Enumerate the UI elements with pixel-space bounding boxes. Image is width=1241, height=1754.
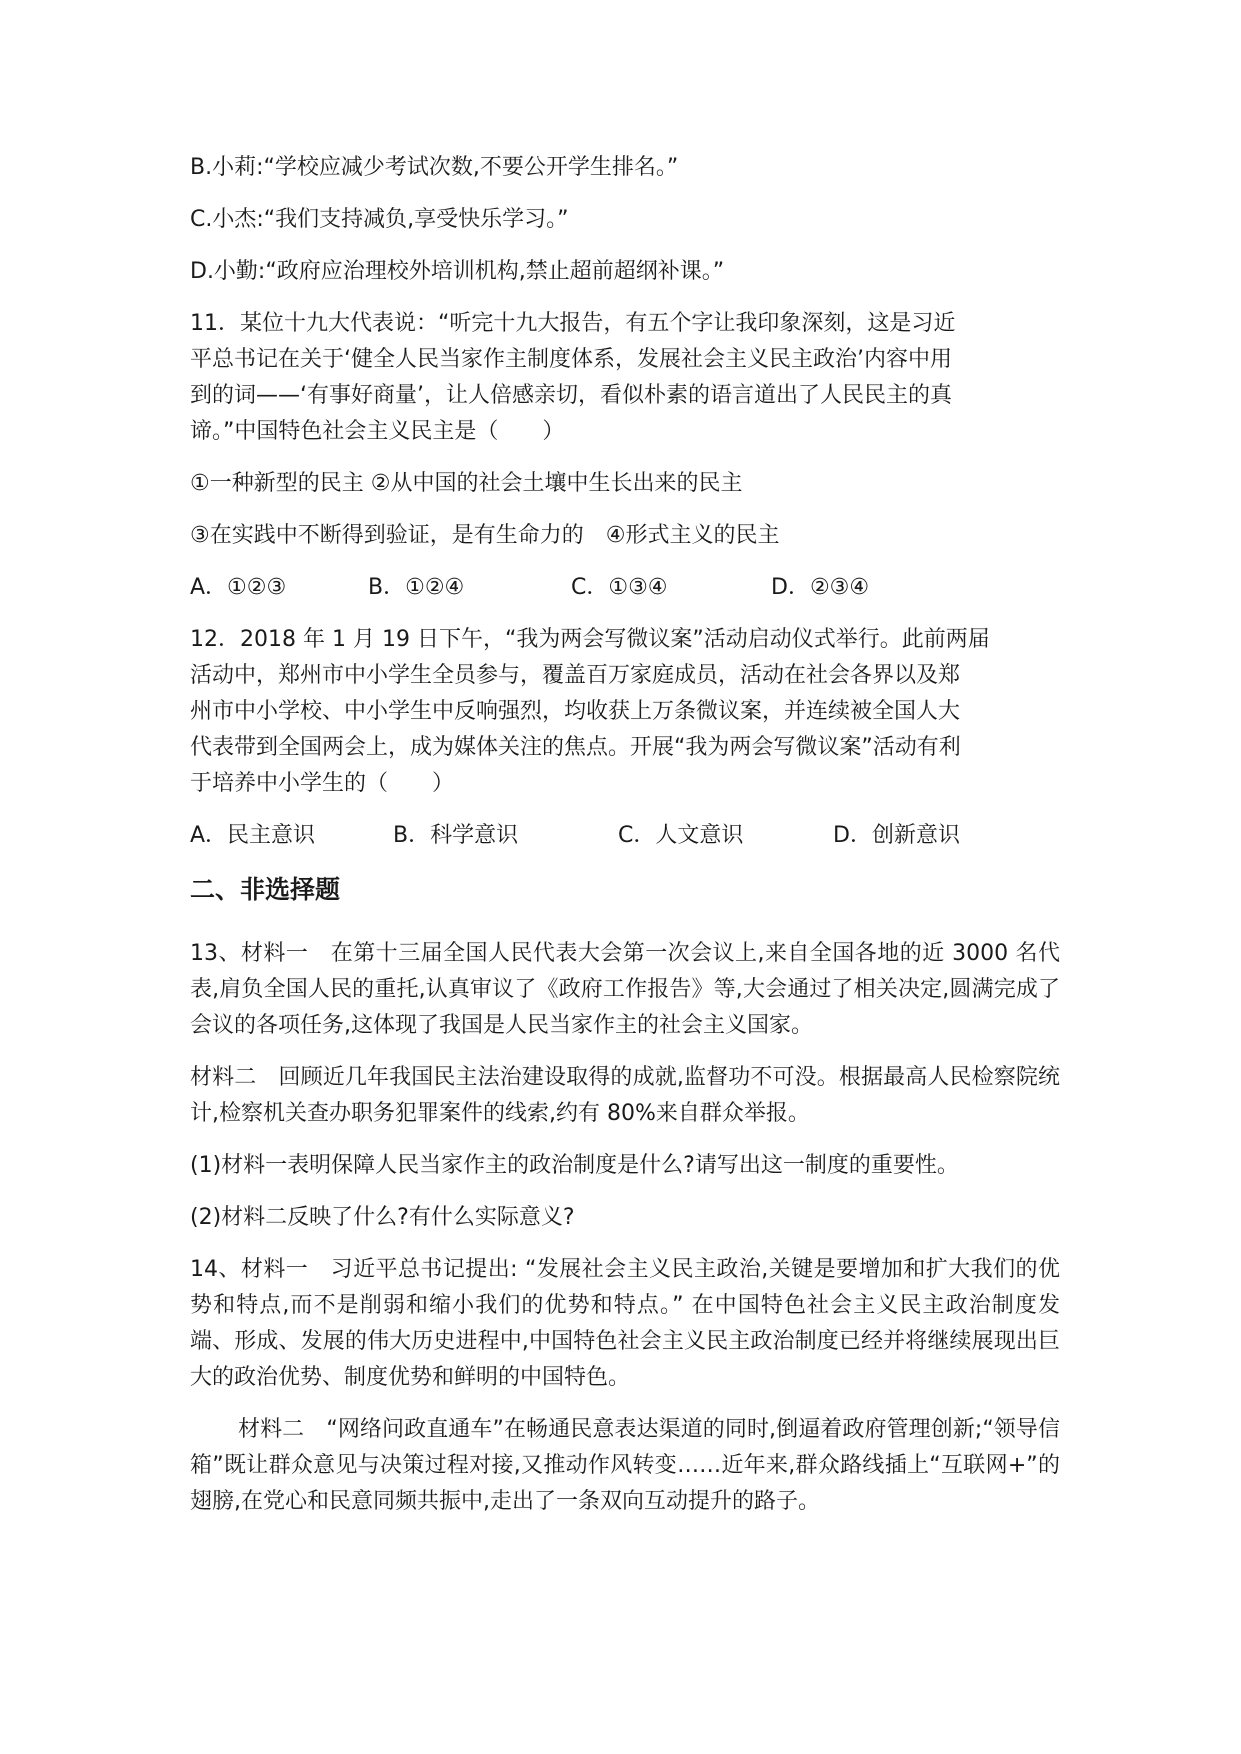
- q14-material-1: 14、材料一 习近平总书记提出: “发展社会主义民主政治,关键是要增加和扩大我们的优势和特点,而不是削弱和缩小我们的优势和特点。” 在中国特色社会主义民主政治制度发端、形成、发展的伟大历史进程中,中国特色社会主义民主政治制度已经并将继续展现出巨大的政治优势、制度优势和鲜明的中国特色。: [190, 1257, 1060, 1390]
- q12-option-b: B．科学意识: [393, 823, 519, 848]
- q11-option-d: D．②③④: [771, 575, 870, 600]
- q10-option-c: C.小杰:“我们支持减负,享受快乐学习。”: [190, 207, 569, 232]
- q12-stem-line: 州市中小学校、中小学生中反响强烈，均收获上万条微议案，并连续被全国人大: [190, 699, 961, 724]
- q10-option-b: B.小莉:“学校应减少考试次数,不要公开学生排名。”: [190, 155, 679, 180]
- q12-option-d: D．创新意识: [833, 823, 960, 848]
- document-content: [190, 150, 1060, 1536]
- q12-stem-line: 活动中，郑州市中小学生全员参与，覆盖百万家庭成员，活动在社会各界以及郑: [190, 663, 961, 688]
- q11-option-c: C．①③④: [571, 575, 668, 600]
- q13-subquestion-1: (1)材料一表明保障人民当家作主的政治制度是什么?请写出这一制度的重要性。: [190, 1153, 959, 1178]
- q10-option-d: D.小勤:“政府应治理校外培训机构,禁止超前超纲补课。”: [190, 259, 725, 284]
- q12-option-a: A．民主意识: [190, 823, 316, 848]
- q11-option-a: A．①②③: [190, 575, 287, 600]
- q11-stem-line: 11．某位十九大代表说：“听完十九大报告，有五个字让我印象深刻，这是习近: [190, 311, 956, 336]
- q12-stem-line: 于培养中小学生的（ ）: [190, 771, 455, 796]
- q14-material-2: 材料二 “网络问政直通车”在畅通民意表达渠道的同时,倒逼着政府管理创新;“领导信箱”既让群众意见与决策过程对接,又推动作风转变……近年来,群众路线插上“互联网+”的翅膀,在党心和民意同频共振中,走出了一条双向互动提升的路子。: [190, 1417, 1060, 1514]
- q11-statements-1-2: ①一种新型的民主 ②从中国的社会土壤中生长出来的民主: [190, 471, 743, 496]
- q11-option-b: B．①②④: [368, 575, 465, 600]
- q11-statements-3-4: ③在实践中不断得到验证，是有生命力的 ④形式主义的民主: [190, 523, 780, 548]
- q11-stem-line: 谛。”中国特色社会主义民主是（ ）: [190, 419, 565, 444]
- q11-stem-line: 到的词——‘有事好商量’，让人倍感亲切，看似朴素的语言道出了人民民主的真: [190, 383, 952, 408]
- q11-stem-line: 平总书记在关于‘健全人民当家作主制度体系，发展社会主义民主政治’内容中用: [190, 347, 952, 372]
- q12-options: [190, 818, 1060, 854]
- q13-material-2: 材料二 回顾近几年我国民主法治建设取得的成就,监督功不可没。根据最高人民检察院统计,检察机关查办职务犯罪案件的线索,约有 80%来自群众举报。: [190, 1065, 1060, 1126]
- q13-material-1: 13、材料一 在第十三届全国人民代表大会第一次会议上,来自全国各地的近 3000 名代表,肩负全国人民的重托,认真审议了《政府工作报告》等,大会通过了相关决定,圆满完成了会议的各项任务,这体现了我国是人民当家作主的社会主义国家。: [190, 941, 1060, 1038]
- q11-options: [190, 570, 1060, 606]
- q11-stem: [190, 306, 1060, 450]
- q12-stem: [190, 622, 1060, 802]
- q12-stem-line: 代表带到全国两会上，成为媒体关注的焦点。开展“我为两会写微议案”活动有利: [190, 735, 961, 760]
- q13-subquestion-2: (2)材料二反映了什么?有什么实际意义?: [190, 1205, 575, 1230]
- q12-option-c: C．人文意识: [618, 823, 744, 848]
- q12-stem-line: 12．2018 年 1 月 19 日下午，“我为两会写微议案”活动启动仪式举行。此前两届: [190, 627, 990, 652]
- section-heading-non-choice: 二、非选择题: [190, 875, 341, 904]
